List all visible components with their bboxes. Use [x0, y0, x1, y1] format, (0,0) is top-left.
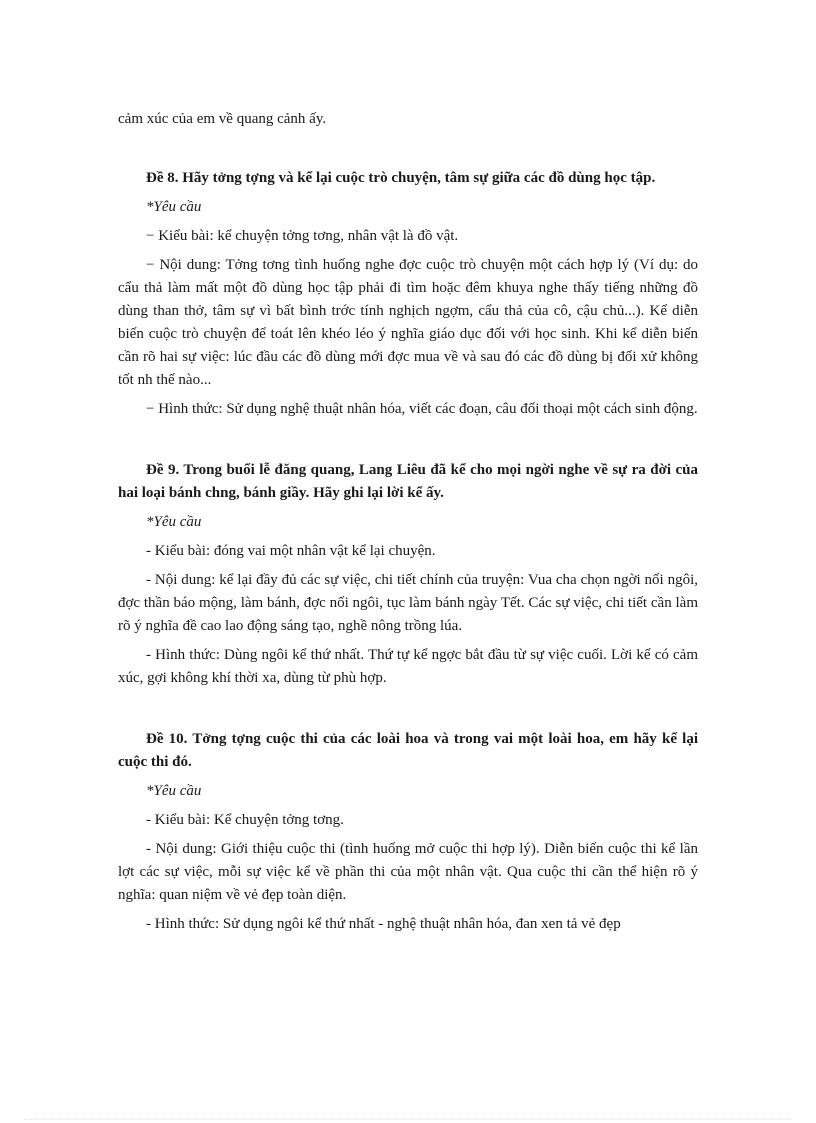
requirement-item: − Nội dung: Tởng tơng tình huống nghe đợc cuộc trò chuyện một cách hợp lý (Ví dụ: do cẩu thả làm mất một đồ dùng học tập phải đi tìm hoặc đêm khuya nghe thấy tiếng những đồ dùng than thở, tâm sự vì bất bình trớc tính nghịch ngợm, cẩu thả của cô, cậu chủ...). Kể diễn biến cuộc trò chuyện để toát lên khéo léo ý nghĩa giáo dục đối với học sinh. Khi kể diễn biến cần rõ hai sự việc: lúc đầu các đồ dùng mới đợc mua về và sau đó các đồ dùng bị đối xử không tốt nh thế nào... [118, 257, 698, 388]
requirement-label: *Yêu cầu [146, 199, 202, 215]
section-title: Đề 8. Hãy tởng tợng và kể lại cuộc trò chuyện, tâm sự giữa các đồ dùng học tập. [146, 170, 656, 186]
requirement-item: - Hình thức: Sử dụng ngôi kể thứ nhất - nghệ thuật nhân hóa, đan xen tả vẻ đẹp [146, 916, 621, 932]
section-de-8 [118, 167, 698, 421]
section-title: Đề 10. Tởng tợng cuộc thi của các loài hoa và trong vai một loài hoa, em hãy kể lại cuộc thi đó. [118, 731, 698, 770]
document-body [118, 108, 698, 974]
requirement-label: *Yêu cầu [146, 514, 202, 530]
requirement-label: *Yêu cầu [146, 783, 202, 799]
section-title: Đề 9. Trong buổi lễ đăng quang, Lang Liêu đã kể cho mọi ngời nghe về sự ra đời của hai loại bánh chng, bánh giầy. Hãy ghi lại lời kể ấy. [118, 462, 698, 501]
section-de-9 [118, 459, 698, 690]
requirement-item: - Nội dung: kể lại đầy đủ các sự việc, chi tiết chính của truyện: Vua cha chọn ngời nối ngôi, đợc thần báo mộng, làm bánh, đợc nối ngôi, tục làm bánh ngày Tết. Các sự việc, chi tiết cần làm rõ ý nghĩa đề cao lao động sáng tạo, nghề nông trồng lúa. [118, 572, 698, 634]
requirement-item: − Hình thức: Sử dụng nghệ thuật nhân hóa, viết các đoạn, câu đối thoại một cách sinh động. [146, 401, 698, 417]
page-bottom-divider [24, 1119, 792, 1120]
requirement-item: - Kiểu bài: Kể chuyện tởng tơng. [146, 812, 344, 828]
intro-line: cảm xúc của em về quang cảnh ấy. [118, 111, 327, 127]
requirement-item: - Hình thức: Dùng ngôi kể thứ nhất. Thứ tự kể ngợc bắt đầu từ sự việc cuối. Lời kể có cảm xúc, gợi không khí thời xa, dùng từ phù hợp. [118, 647, 698, 686]
section-de-10 [118, 728, 698, 936]
requirement-item: - Nội dung: Giới thiệu cuộc thi (tình huống mở cuộc thi hợp lý). Diễn biến cuộc thi kể lần lợt các sự việc, mỗi sự việc kể về phần thi của một nhân vật. Qua cuộc thi cần thể hiện rõ ý nghĩa: quan niệm về vẻ đẹp toàn diện. [118, 841, 698, 903]
requirement-item: − Kiểu bài: kể chuyện tởng tơng, nhân vật là đồ vật. [146, 228, 459, 244]
requirement-item: - Kiểu bài: đóng vai một nhân vật kể lại chuyện. [146, 543, 436, 559]
